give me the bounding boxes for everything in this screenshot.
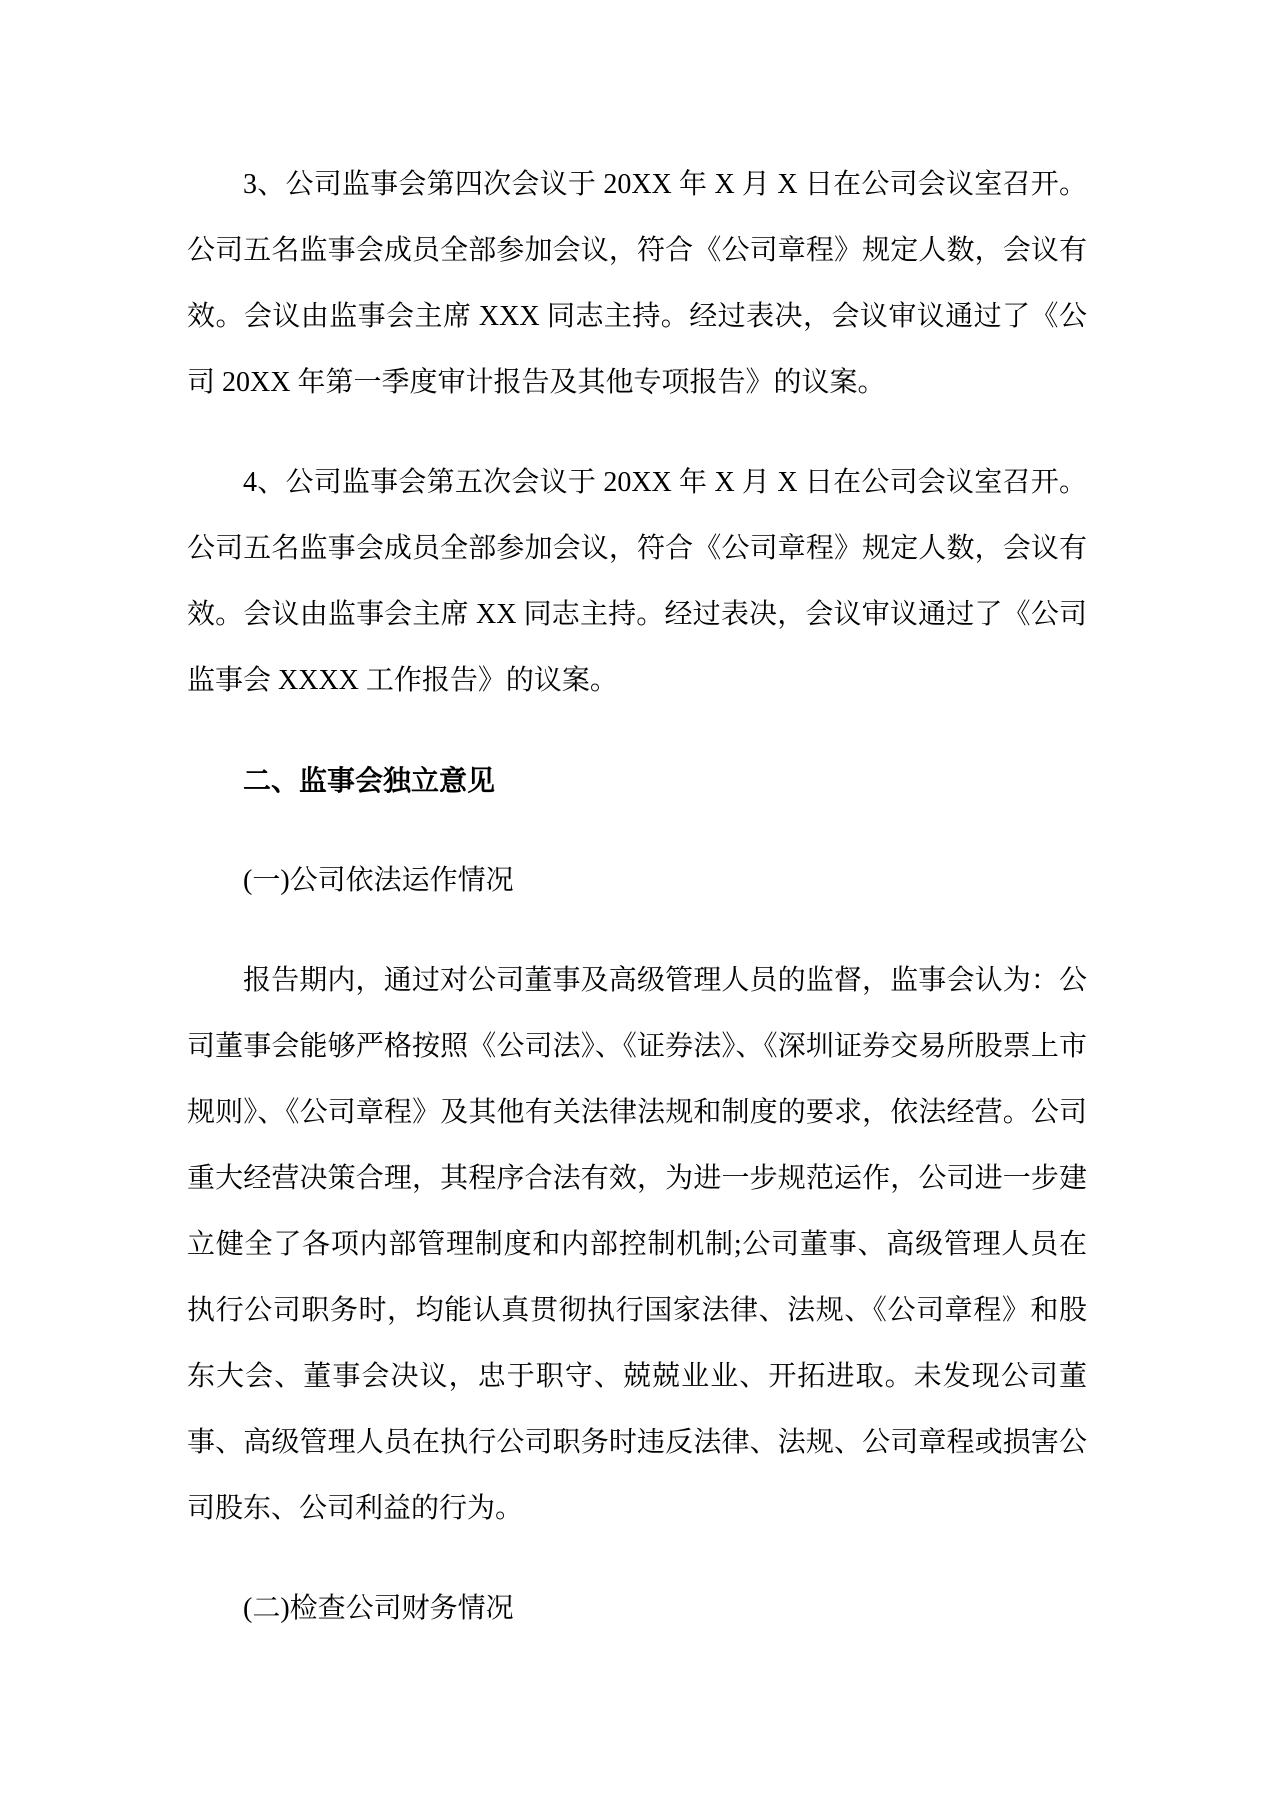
paragraph-fourth-meeting: 3、公司监事会第四次会议于 20XX 年 X 月 X 日在公司会议室召开。公司五名监事会成员全部参加会议，符合《公司章程》规定人数，会议有效。会议由监事会主席 XXX 同志主持。经过表决，会议审议通过了《公司 20XX 年第一季度审计报告及其他专项报告》的议案。 [187,169,1087,398]
paragraph-fifth-meeting: 4、公司监事会第五次会议于 20XX 年 X 月 X 日在公司会议室召开。公司五名监事会成员全部参加会议，符合《公司章程》规定人数，会议有效。会议由监事会主席 XX 同志主持。经过表决，会议审议通过了《公司监事会 XXXX 工作报告》的议案。 [187,467,1087,696]
subsection-heading-lawful-operation: (一)公司依法运作情况 [243,865,514,896]
subsection-heading-financial-check: (二)检查公司财务情况 [243,1593,514,1624]
section-heading-independent-opinion: 二、监事会独立意见 [243,765,496,796]
document-text-block [187,152,1087,1676]
paragraph-lawful-operation-detail: 报告期内，通过对公司董事及高级管理人员的监督，监事会认为：公司董事会能够严格按照《公司法》、《证券法》、《深圳证券交易所股票上市规则》、《公司章程》及其他有关法律法规和制度的要求，依法经营。公司重大经营决策合理，其程序合法有效，为进一步规范运作，公司进一步建立健全了各项内部管理制度和内部控制机制;公司董事、高级管理人员在执行公司职务时，均能认真贯彻执行国家法律、法规、《公司章程》和股东大会、董事会决议，忠于职守、兢兢业业、开拓进取。未发现公司董事、高级管理人员在执行公司职务时违反法律、法规、公司章程或损害公司股东、公司利益的行为。 [187,965,1087,1524]
